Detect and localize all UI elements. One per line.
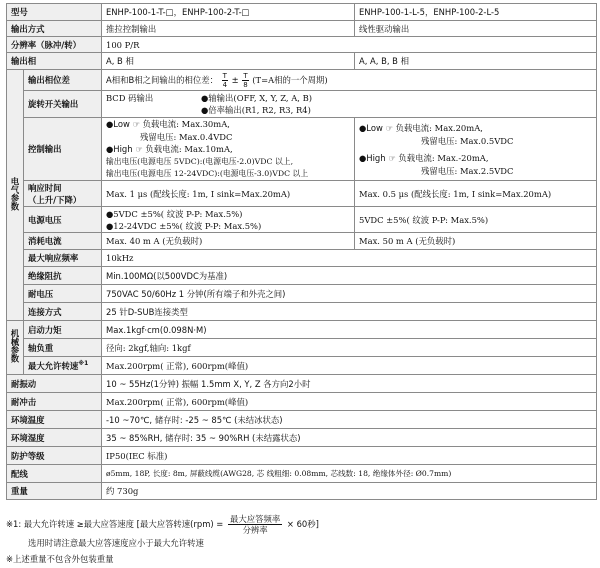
row-consumption [7, 233, 597, 250]
row-cable [7, 465, 597, 483]
row-phase-diff [7, 70, 597, 91]
row-shaft-load [7, 339, 597, 357]
row-max-speed [7, 357, 597, 375]
footnote-1-detail: 选用时请注意最大应答速度应小于最大允许转速 [28, 538, 204, 548]
output-phase-label: 输出相 [7, 53, 102, 70]
ambient-temp-label: 环境温度 [7, 411, 102, 429]
max-freq-label: 最大响应频率 [24, 250, 102, 267]
control-output-label: 控制输出 [24, 118, 102, 181]
row-supply-voltage [7, 207, 597, 233]
vibration-value: 10 ~ 55Hz(1分钟) 振幅 1.5mm X, Y, Z 各方向2小时 [102, 375, 597, 393]
row-shock [7, 393, 597, 411]
cable-label: 配线 [7, 465, 102, 483]
output-phase-b: A, A, B, B 相 [355, 53, 597, 70]
finger-pointing-icon: ☞ [385, 123, 393, 133]
resolution-label: 分辨率（脉冲/转） [7, 37, 102, 53]
supply-voltage-b: 5VDC ±5%( 纹波 P-P: Max.5%) [355, 207, 597, 233]
protection-label: 防护等级 [7, 447, 102, 465]
mechanical-group-label: 机械参数 [7, 321, 24, 375]
row-max-freq [7, 250, 597, 267]
response-time-a: Max. 1 μs (配线长度: 1m, I sink=Max.20mA) [102, 181, 355, 207]
cable-value: ø5mm, 18P, 长度: 8m, 屏蔽线缆(AWG28, 芯 线粗细: 0.08mm, 芯线数: 18, 绝缘体外径: Ø0.7mm) [102, 465, 597, 483]
output-mode-label: 输出方式 [7, 21, 102, 37]
row-resolution [7, 37, 597, 53]
row-weight [7, 483, 597, 500]
row-rotary-switch [7, 91, 597, 118]
rotary-switch-label: 旋转开关输出 [24, 91, 102, 118]
consumption-b: Max. 50 m A (无负载时) [355, 233, 597, 250]
footnote-1: ※1: 最大允许转速 ≥最大应答速度 [最大应答转速(rpm) = 最大应答频率 分辨率 × 60秒] [6, 514, 319, 535]
supply-voltage-label: 电源电压 [24, 207, 102, 233]
start-torque-label: 启动力矩 [24, 321, 102, 339]
resolution-value: 100 P/R [102, 37, 597, 53]
finger-pointing-icon: ☞ [388, 153, 396, 163]
footnote-2: ※上述重量不包含外包装重量 [6, 554, 114, 564]
row-start-torque [7, 321, 597, 339]
max-speed-value: Max.200rpm( 正常), 600rpm(峰值) [102, 357, 597, 375]
row-connection [7, 303, 597, 321]
output-phase-a: A, B 相 [102, 53, 355, 70]
shaft-load-label: 轴负重 [24, 339, 102, 357]
weight-value: 约 730g [102, 483, 597, 500]
row-withstand [7, 285, 597, 303]
phase-diff-value: A相和B相之间输出的相位差： $\frac{T}{4}$ ± $\frac{T}{8}$ (T=A相的一个周期) [102, 70, 597, 91]
output-mode-b: 线性驱动输出 [355, 21, 597, 37]
response-time-label: 响应时间 （上升/下降） [24, 181, 102, 207]
insulation-label: 绝缘阻抗 [24, 267, 102, 285]
connection-label: 连接方式 [24, 303, 102, 321]
withstand-value: 750VAC 50/60Hz 1 分钟(所有端子和外壳之间) [102, 285, 597, 303]
footnotes [6, 514, 596, 567]
fraction-t-over-4: $\frac{T}{4}$ [222, 71, 228, 89]
rotary-switch-value: BCD 码输出 ●轴输出(OFF, X, Y, Z, A, B) ●倍率输出(R1, R2, R3, R4) [102, 91, 597, 118]
output-mode-a: 推拉控制输出 [102, 21, 355, 37]
row-model [7, 4, 597, 21]
row-ambient-temp [7, 411, 597, 429]
shock-label: 耐冲击 [7, 393, 102, 411]
model-a: ENHP-100-1-T-□，ENHP-100-2-T-□ [102, 4, 355, 21]
model-b: ENHP-100-1-L-5，ENHP-100-2-L-5 [355, 4, 597, 21]
protection-value: IP50(IEC 标准) [102, 447, 597, 465]
phase-diff-label: 输出相位差 [24, 70, 102, 91]
row-response-time [7, 181, 597, 207]
finger-pointing-icon: ☞ [135, 145, 143, 154]
ambient-humidity-label: 环境湿度 [7, 429, 102, 447]
consumption-a: Max. 40 m A (无负载时) [102, 233, 355, 250]
max-freq-value: 10kHz [102, 250, 597, 267]
spec-table [6, 3, 597, 500]
row-output-phase [7, 53, 597, 70]
insulation-value: Min.100MΩ(以500VDC为基准) [102, 267, 597, 285]
ambient-temp-value: -10 ~70℃, 储存时: -25 ~ 85℃ (未结冰状态) [102, 411, 597, 429]
vibration-label: 耐振动 [7, 375, 102, 393]
row-ambient-humidity [7, 429, 597, 447]
row-vibration [7, 375, 597, 393]
control-output-b: ●Low ☞ 负载电流: Max.20mA, 残留电压: Max.0.5VDC ●High ☞ 负载电流: Max.-20mA, 残留电压: Max.2.5VDC [355, 118, 597, 181]
row-output-mode [7, 21, 597, 37]
row-protection [7, 447, 597, 465]
consumption-label: 消耗电流 [24, 233, 102, 250]
shaft-load-value: 径向: 2kgf,轴向: 1kgf [102, 339, 597, 357]
supply-voltage-a: ●5VDC ±5%( 纹波 P-P: Max.5%) ●12-24VDC ±5%( 纹波 P-P: Max.5%) [102, 207, 355, 233]
shock-value: Max.200rpm( 正常), 600rpm(峰值) [102, 393, 597, 411]
fraction-t-over-8: $\frac{T}{8}$ [243, 71, 248, 89]
electrical-group-label: 电气参数 [7, 70, 24, 321]
weight-label: 重量 [7, 483, 102, 500]
withstand-label: 耐电压 [24, 285, 102, 303]
response-time-b: Max. 0.5 μs (配线长度: 1m, I sink=Max.20mA) [355, 181, 597, 207]
max-speed-label: 最大允许转速$^{※1}$ [24, 357, 102, 375]
note-mark: ※1 [78, 359, 89, 367]
control-output-a: ●Low ☞ 负载电流: Max.30mA, 残留电压: Max.0.4VDC ●High ☞ 负载电流: Max.10mA, 输出电压(电源电压 5VDC):(电源电压-2.0)VDC 以上, 输出电压(电源电压 12-24VDC):(电源电压-3.0)VDC 以上 [102, 118, 355, 181]
row-insulation [7, 267, 597, 285]
start-torque-value: Max.1kgf·cm(0.098N·M) [102, 321, 597, 339]
ambient-humidity-value: 35 ~ 85%RH, 储存时: 35 ~ 90%RH (未结露状态) [102, 429, 597, 447]
connection-value: 25 针D-SUB连接类型 [102, 303, 597, 321]
row-control-output [7, 118, 597, 181]
fraction-freq-over-resolution: 最大应答频率 分辨率 [230, 514, 281, 535]
finger-pointing-icon: ☞ [132, 120, 140, 129]
model-label: 型号 [7, 4, 102, 21]
